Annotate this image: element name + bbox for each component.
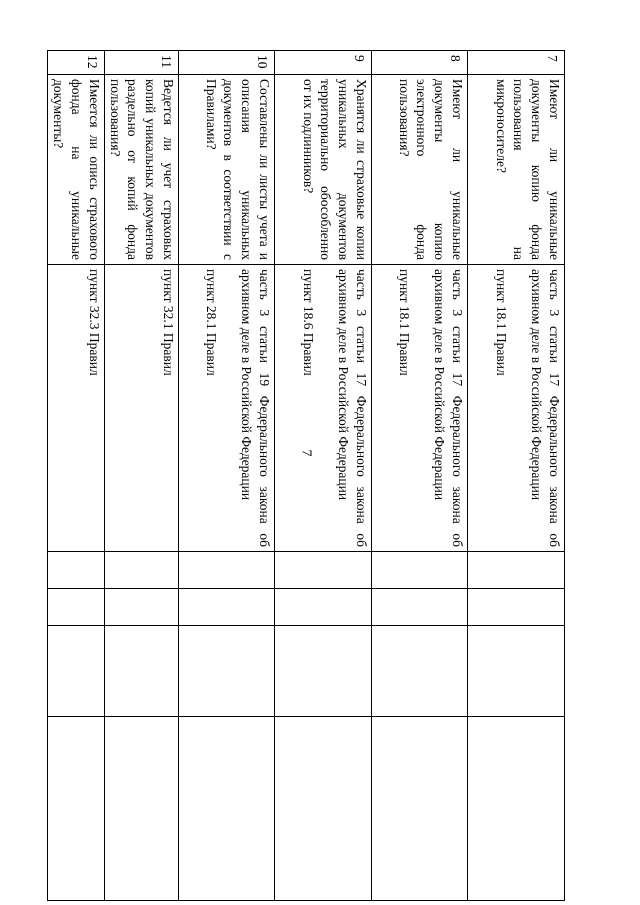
- row-number: 7: [468, 51, 565, 75]
- question-cell: Ведется ли учет страховых копий уникальных документов раздельно от копий фонда пользования?: [104, 75, 178, 265]
- rules-point: пункт 32.1 Правил: [161, 269, 176, 376]
- note-cell[interactable]: [468, 717, 565, 901]
- answer-na-cell[interactable]: [468, 626, 565, 717]
- answer-no-cell[interactable]: [179, 589, 275, 626]
- reference-cell: [104, 265, 178, 552]
- answer-na-cell[interactable]: [179, 626, 275, 717]
- checklist-sheet: [51, 50, 565, 900]
- table-row: [48, 51, 104, 901]
- note-cell[interactable]: [104, 717, 178, 901]
- rules-point: пункт 18.6 Правил: [301, 269, 317, 376]
- note-cell[interactable]: [372, 717, 468, 901]
- answer-no-cell[interactable]: [48, 589, 104, 626]
- answer-yes-cell[interactable]: [275, 552, 372, 589]
- reference-cell: [372, 265, 468, 552]
- row-number: 11: [104, 51, 178, 75]
- question-cell: Имеется ли опись страхового фонда на уникальные документы?: [48, 75, 104, 265]
- answer-yes-cell[interactable]: [104, 552, 178, 589]
- answer-yes-cell[interactable]: [468, 552, 565, 589]
- question-cell: Хранятся ли страховые копии уникальных документов территориально обособленно от их подлинников?: [275, 75, 372, 265]
- note-cell[interactable]: [275, 717, 372, 901]
- row-number: 10: [179, 51, 275, 75]
- answer-no-cell[interactable]: [104, 589, 178, 626]
- legal-basis: часть 3 статьи 19 Федерального закона об архивном деле в Российской Федерации: [239, 269, 272, 547]
- answer-na-cell[interactable]: [275, 626, 372, 717]
- question-cell: Составлены ли листы учета и описания уникальных документов в соответствии с Правилами?: [179, 75, 275, 265]
- table-row: [179, 51, 275, 901]
- table-row: [104, 51, 178, 901]
- row-number: 8: [372, 51, 468, 75]
- rules-point: пункт 18.1 Правил: [397, 269, 413, 376]
- reference-cell: [468, 265, 565, 552]
- question-cell: Имеют ли уникальные документы копию фонда пользования на микроносителе?: [468, 75, 565, 265]
- legal-basis: часть 3 статьи 17 Федерального закона об архивном деле в Российской Федерации: [529, 269, 562, 547]
- answer-no-cell[interactable]: [275, 589, 372, 626]
- checklist-table: [47, 50, 565, 901]
- legal-basis: часть 3 статьи 17 Федерального закона об архивном деле в Российской Федерации: [336, 269, 369, 547]
- answer-yes-cell[interactable]: [179, 552, 275, 589]
- table-row: [372, 51, 468, 901]
- note-cell[interactable]: [48, 717, 104, 901]
- row-number: 9: [275, 51, 372, 75]
- legal-basis: часть 3 статьи 17 Федерального закона об архивном деле в Российской Федерации: [432, 269, 465, 547]
- table-row: [275, 51, 372, 901]
- answer-na-cell[interactable]: [104, 626, 178, 717]
- reference-cell: [179, 265, 275, 552]
- answer-no-cell[interactable]: [372, 589, 468, 626]
- answer-na-cell[interactable]: [372, 626, 468, 717]
- table-row: [468, 51, 565, 901]
- page-number: 7: [298, 449, 314, 457]
- rules-point: пункт 28.1 Правил: [204, 269, 220, 376]
- answer-yes-cell[interactable]: [48, 552, 104, 589]
- note-cell[interactable]: [179, 717, 275, 901]
- reference-cell: [48, 265, 104, 552]
- rules-point: пункт 18.1 Правил: [494, 269, 510, 376]
- row-number: 12: [48, 51, 104, 75]
- rules-point: пункт 32.3 Правил: [86, 269, 102, 376]
- question-cell: Имеют ли уникальные документы копию электронного фонда пользования?: [372, 75, 468, 265]
- answer-yes-cell[interactable]: [372, 552, 468, 589]
- answer-na-cell[interactable]: [48, 626, 104, 717]
- answer-no-cell[interactable]: [468, 589, 565, 626]
- reference-cell: [275, 265, 372, 552]
